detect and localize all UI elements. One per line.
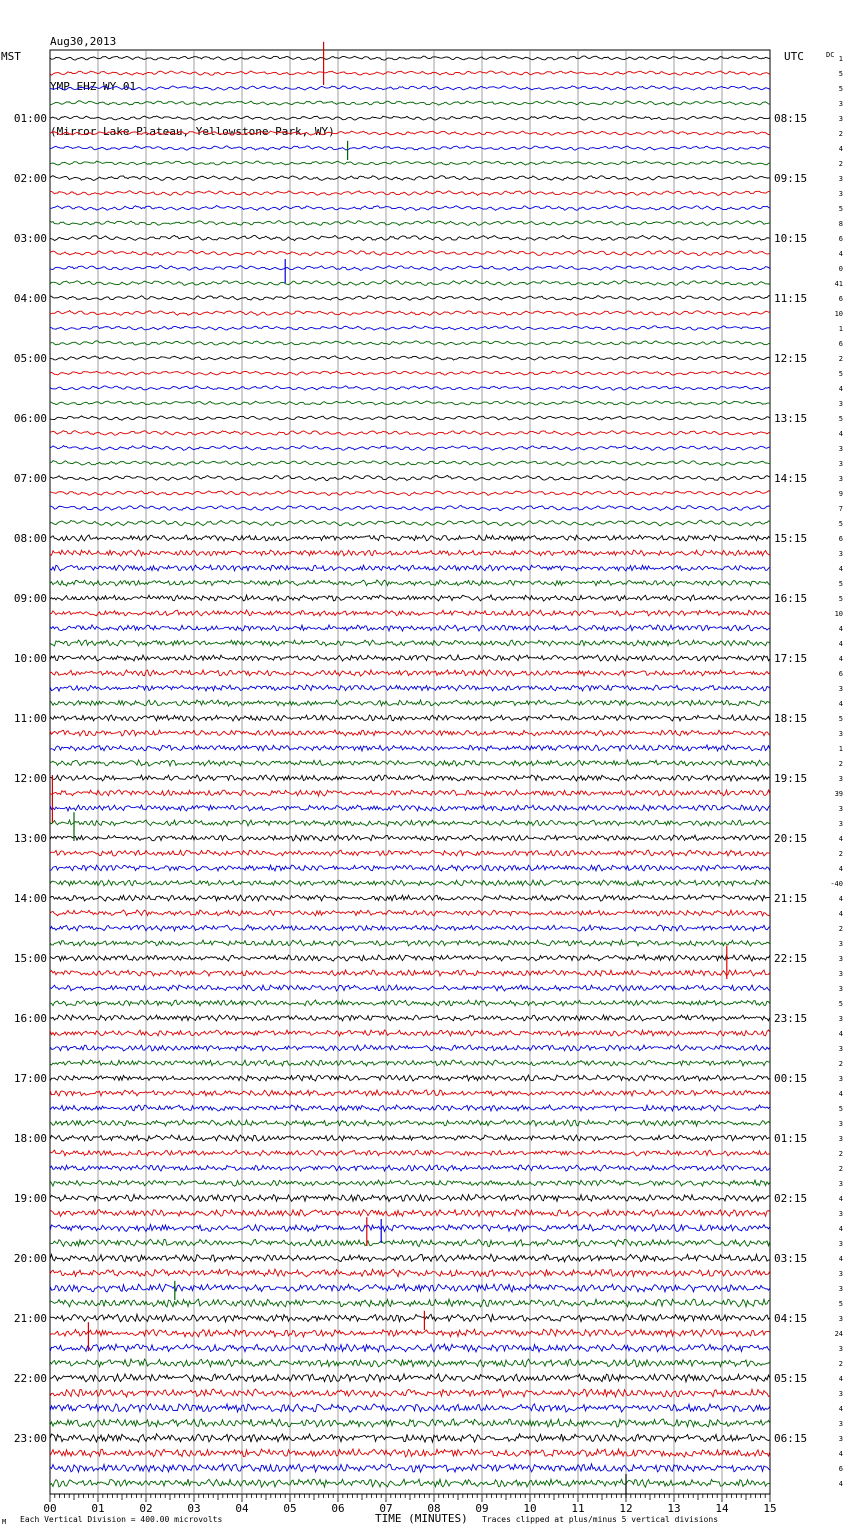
seismic-trace bbox=[50, 820, 770, 826]
dc-offset-label: 3 bbox=[838, 175, 843, 183]
left-hour-label: 10:00 bbox=[13, 652, 47, 665]
seismic-trace bbox=[50, 101, 770, 105]
corner-mark: M bbox=[2, 1518, 7, 1526]
left-hour-label: 01:00 bbox=[13, 112, 47, 125]
seismic-trace bbox=[50, 1449, 770, 1457]
seismic-trace bbox=[50, 595, 770, 601]
left-hour-label: 19:00 bbox=[13, 1192, 47, 1205]
dc-offset-label: 3 bbox=[838, 805, 843, 813]
x-tick-label: 14 bbox=[715, 1502, 729, 1515]
right-hour-label: 02:15 bbox=[774, 1192, 808, 1205]
seismic-trace bbox=[50, 865, 770, 871]
dc-offset-label: 0 bbox=[838, 265, 843, 273]
right-hour-label: 05:15 bbox=[774, 1372, 808, 1385]
dc-offset-label: 3 bbox=[838, 475, 843, 483]
dc-offset-label: 4 bbox=[838, 895, 843, 903]
dc-offset-label: 5 bbox=[838, 595, 843, 603]
dc-offset-label: 3 bbox=[838, 100, 843, 108]
seismic-trace bbox=[50, 610, 770, 616]
seismic-trace bbox=[50, 715, 770, 721]
left-hour-label: 21:00 bbox=[13, 1312, 47, 1325]
seismic-trace bbox=[50, 1389, 770, 1397]
seismic-trace bbox=[50, 1224, 770, 1231]
dc-offset-label: 24 bbox=[834, 1330, 843, 1338]
seismic-trace bbox=[50, 146, 770, 150]
x-tick-label: 01 bbox=[91, 1502, 105, 1515]
seismic-trace bbox=[50, 895, 770, 901]
seismic-trace bbox=[50, 416, 770, 420]
dc-offset-label: 3 bbox=[838, 985, 843, 993]
dc-offset-label: 5 bbox=[838, 415, 843, 423]
dc-offset-label: 10 bbox=[834, 610, 843, 618]
dc-offset-label: 39 bbox=[834, 790, 843, 798]
left-hour-label: 17:00 bbox=[13, 1072, 47, 1085]
seismic-trace bbox=[50, 1374, 770, 1382]
dc-offset-label: 4 bbox=[838, 640, 843, 648]
x-tick-label: 03 bbox=[187, 1502, 201, 1515]
dc-offset-label: 2 bbox=[838, 1360, 843, 1368]
x-tick-label: 13 bbox=[667, 1502, 681, 1515]
seismic-trace bbox=[50, 700, 770, 706]
seismic-trace bbox=[50, 446, 770, 451]
dc-offset-label: 2 bbox=[838, 1150, 843, 1158]
seismic-trace bbox=[50, 1314, 770, 1322]
seismic-trace bbox=[50, 296, 770, 301]
seismic-trace bbox=[50, 235, 770, 240]
seismic-trace bbox=[50, 760, 770, 766]
seismic-trace bbox=[50, 580, 770, 586]
seismic-trace bbox=[50, 1030, 770, 1036]
seismic-trace bbox=[50, 491, 770, 496]
dc-offset-label: 2 bbox=[838, 760, 843, 768]
dc-offset-label: 3 bbox=[838, 1045, 843, 1053]
dc-offset-label: 4 bbox=[838, 430, 843, 438]
dc-offset-label: 5 bbox=[838, 580, 843, 588]
seismic-trace bbox=[50, 475, 770, 480]
left-hour-label: 14:00 bbox=[13, 892, 47, 905]
dc-offset-label: 4 bbox=[838, 1450, 843, 1458]
seismic-trace bbox=[50, 1329, 770, 1337]
seismic-trace bbox=[50, 1210, 770, 1217]
dc-offset-label: 5 bbox=[838, 85, 843, 93]
dc-offset-label: 1 bbox=[838, 325, 843, 333]
right-hour-label: 01:15 bbox=[774, 1132, 808, 1145]
right-hour-label: 18:15 bbox=[774, 712, 808, 725]
seismic-trace bbox=[50, 520, 770, 526]
seismic-trace bbox=[50, 1479, 770, 1487]
seismic-trace bbox=[50, 1165, 770, 1171]
seismic-trace bbox=[50, 1419, 770, 1427]
dc-offset-label: 6 bbox=[838, 670, 843, 678]
seismic-trace bbox=[50, 401, 770, 405]
dc-offset-label: 6 bbox=[838, 235, 843, 243]
seismic-trace bbox=[50, 1269, 770, 1277]
dc-offset-label: 5 bbox=[838, 70, 843, 78]
seismic-trace bbox=[50, 670, 770, 676]
seismic-trace bbox=[50, 1135, 770, 1141]
dc-offset-label: 3 bbox=[838, 1240, 843, 1248]
seismic-trace bbox=[50, 805, 770, 811]
dc-offset-label: 3 bbox=[838, 685, 843, 693]
dc-offset-label: 2 bbox=[838, 130, 843, 138]
dc-offset-label: 7 bbox=[838, 505, 843, 513]
dc-offset-label: 3 bbox=[838, 460, 843, 468]
dc-offset-label: 4 bbox=[838, 1405, 843, 1413]
left-hour-label: 02:00 bbox=[13, 172, 47, 185]
dc-offset-label: 41 bbox=[834, 280, 843, 288]
seismic-trace bbox=[50, 461, 770, 466]
dc-offset-label: 3 bbox=[838, 1420, 843, 1428]
right-hour-label: 03:15 bbox=[774, 1252, 808, 1265]
seismic-trace bbox=[50, 1299, 770, 1307]
dc-offset-label: 3 bbox=[838, 190, 843, 198]
seismic-trace bbox=[50, 985, 770, 991]
seismic-trace bbox=[50, 1195, 770, 1202]
seismic-trace bbox=[50, 326, 770, 330]
station-location: (Mirror Lake Plateau, Yellowstone Park, WY) bbox=[50, 125, 335, 138]
x-tick-label: 11 bbox=[571, 1502, 585, 1515]
dc-offset-label: 3 bbox=[838, 940, 843, 948]
dc-offset-label: 4 bbox=[838, 145, 843, 153]
dc-offset-label: 6 bbox=[838, 1465, 843, 1473]
dc-offset-label: 4 bbox=[838, 700, 843, 708]
left-hour-label: 20:00 bbox=[13, 1252, 47, 1265]
x-tick-label: 04 bbox=[235, 1502, 249, 1515]
right-hour-label: 06:15 bbox=[774, 1432, 808, 1445]
dc-offset-label: 2 bbox=[838, 925, 843, 933]
seismic-trace bbox=[50, 685, 770, 691]
dc-offset-label: 4 bbox=[838, 1195, 843, 1203]
left-hour-label: 08:00 bbox=[13, 532, 47, 545]
seismic-trace bbox=[50, 730, 770, 736]
right-hour-label: 21:15 bbox=[774, 892, 808, 905]
left-hour-label: 12:00 bbox=[13, 772, 47, 785]
dc-offset-label: 3 bbox=[838, 1015, 843, 1023]
seismic-trace bbox=[50, 431, 770, 436]
dc-offset-label: 3 bbox=[838, 1210, 843, 1218]
dc-offset-label: 4 bbox=[838, 835, 843, 843]
dc-offset-label: 10 bbox=[834, 310, 843, 318]
seismic-trace bbox=[50, 1239, 770, 1246]
right-hour-label: 20:15 bbox=[774, 832, 808, 845]
right-hour-label: 00:15 bbox=[774, 1072, 808, 1085]
left-hour-label: 16:00 bbox=[13, 1012, 47, 1025]
right-hour-label: 12:15 bbox=[774, 352, 808, 365]
seismic-trace bbox=[50, 745, 770, 751]
seismic-trace bbox=[50, 1254, 770, 1262]
right-hour-label: 08:15 bbox=[774, 112, 808, 125]
chart-date: Aug30,2013 bbox=[50, 35, 117, 48]
seismic-trace bbox=[50, 565, 770, 571]
dc-offset-label: 2 bbox=[838, 1165, 843, 1173]
seismic-trace bbox=[50, 176, 770, 181]
vertical-scale-note: Each Vertical Division = 400.00 microvolts bbox=[20, 1515, 223, 1524]
seismic-trace bbox=[50, 1105, 770, 1111]
dc-offset-label: 6 bbox=[838, 295, 843, 303]
left-hour-label: 06:00 bbox=[13, 412, 47, 425]
dc-offset-label: 4 bbox=[838, 1375, 843, 1383]
x-tick-label: 09 bbox=[475, 1502, 489, 1515]
right-hour-label: 13:15 bbox=[774, 412, 808, 425]
dc-offset-label: 3 bbox=[838, 1315, 843, 1323]
dc-offset-label: 4 bbox=[838, 250, 843, 258]
dc-offset-label: 2 bbox=[838, 160, 843, 168]
dc-offset-label: 3 bbox=[838, 775, 843, 783]
seismic-trace bbox=[50, 266, 770, 271]
seismic-trace bbox=[50, 1434, 770, 1442]
seismic-trace bbox=[50, 161, 770, 165]
clipping-note: Traces clipped at plus/minus 5 vertical divisions bbox=[482, 1515, 719, 1524]
right-hour-label: 19:15 bbox=[774, 772, 808, 785]
seismic-trace bbox=[50, 1060, 770, 1066]
right-hour-label: 11:15 bbox=[774, 292, 808, 305]
left-hour-label: 11:00 bbox=[13, 712, 47, 725]
seismic-trace bbox=[50, 1075, 770, 1081]
seismic-trace bbox=[50, 505, 770, 510]
seismic-trace bbox=[50, 880, 770, 886]
dc-offset-label: 3 bbox=[838, 400, 843, 408]
left-hour-label: 15:00 bbox=[13, 952, 47, 965]
seismic-trace bbox=[50, 1344, 770, 1352]
seismic-trace bbox=[50, 311, 770, 316]
dc-offset-label: 4 bbox=[838, 910, 843, 918]
dc-offset-label: 2 bbox=[838, 355, 843, 363]
dc-offset-label: 3 bbox=[838, 445, 843, 453]
seismic-trace bbox=[50, 341, 770, 345]
left-hour-label: 18:00 bbox=[13, 1132, 47, 1145]
right-hour-label: 14:15 bbox=[774, 472, 808, 485]
dc-offset-label: 4 bbox=[838, 1030, 843, 1038]
left-hour-label: 09:00 bbox=[13, 592, 47, 605]
seismic-trace bbox=[50, 56, 770, 60]
dc-offset-label: 4 bbox=[838, 865, 843, 873]
dc-offset-label: 5 bbox=[838, 715, 843, 723]
seismic-trace bbox=[50, 116, 770, 120]
left-hour-label: 04:00 bbox=[13, 292, 47, 305]
dc-offset-label: 8 bbox=[838, 220, 843, 228]
seismic-trace bbox=[50, 1090, 770, 1096]
seismic-trace bbox=[50, 356, 770, 360]
dc-offset-label: 4 bbox=[838, 1090, 843, 1098]
dc-offset-label: 5 bbox=[838, 1300, 843, 1308]
dc-offset-label: 6 bbox=[838, 535, 843, 543]
seismic-trace bbox=[50, 910, 770, 916]
seismic-trace bbox=[50, 940, 770, 946]
dc-offset-label: 3 bbox=[838, 1075, 843, 1083]
seismic-trace bbox=[50, 386, 770, 390]
right-hour-label: 17:15 bbox=[774, 652, 808, 665]
dc-offset-label: 3 bbox=[838, 115, 843, 123]
right-hour-label: 16:15 bbox=[774, 592, 808, 605]
dc-offset-label: -40 bbox=[830, 880, 843, 888]
seismic-trace bbox=[50, 1359, 770, 1367]
seismic-trace bbox=[50, 790, 770, 796]
right-hour-label: 23:15 bbox=[774, 1012, 808, 1025]
dc-offset-label: 3 bbox=[838, 955, 843, 963]
seismic-trace bbox=[50, 655, 770, 661]
dc-offset-label: 5 bbox=[838, 520, 843, 528]
seismic-trace bbox=[50, 221, 770, 226]
dc-offset-label: 3 bbox=[838, 1345, 843, 1353]
x-tick-label: 02 bbox=[139, 1502, 153, 1515]
dc-offset-label: 4 bbox=[838, 1255, 843, 1263]
dc-offset-label: 9 bbox=[838, 490, 843, 498]
dc-offset-label: 3 bbox=[838, 1180, 843, 1188]
x-axis-title: TIME (MINUTES) bbox=[375, 1512, 468, 1525]
x-tick-label: 08 bbox=[427, 1502, 441, 1515]
seismic-trace bbox=[50, 1150, 770, 1156]
left-hour-label: 05:00 bbox=[13, 352, 47, 365]
dc-offset-label: 3 bbox=[838, 1135, 843, 1143]
seismic-trace bbox=[50, 71, 770, 75]
dc-header: DC bbox=[826, 51, 835, 59]
dc-offset-label: 4 bbox=[838, 625, 843, 633]
seismic-trace bbox=[50, 86, 770, 90]
seismic-trace bbox=[50, 1180, 770, 1186]
x-tick-label: 12 bbox=[619, 1502, 633, 1515]
dc-offset-label: 4 bbox=[838, 1480, 843, 1488]
seismic-trace bbox=[50, 535, 770, 541]
dc-offset-label: 3 bbox=[838, 1270, 843, 1278]
dc-offset-label: 3 bbox=[838, 1285, 843, 1293]
dc-offset-label: 5 bbox=[838, 205, 843, 213]
left-hour-label: 03:00 bbox=[13, 232, 47, 245]
seismic-trace bbox=[50, 1000, 770, 1006]
dc-offset-label: 3 bbox=[838, 550, 843, 558]
dc-offset-label: 4 bbox=[838, 655, 843, 663]
seismic-trace bbox=[50, 625, 770, 631]
x-tick-label: 15 bbox=[763, 1502, 777, 1515]
seismic-trace bbox=[50, 835, 770, 841]
seismic-trace bbox=[50, 550, 770, 556]
local-timezone-label: MST bbox=[1, 50, 21, 63]
seismic-trace bbox=[50, 191, 770, 196]
seismic-trace bbox=[50, 955, 770, 961]
seismic-trace bbox=[50, 371, 770, 375]
x-tick-label: 00 bbox=[43, 1502, 57, 1515]
dc-offset-label: 3 bbox=[838, 1435, 843, 1443]
seismic-trace bbox=[50, 206, 770, 211]
dc-offset-label: 3 bbox=[838, 730, 843, 738]
left-hour-label: 23:00 bbox=[13, 1432, 47, 1445]
dc-offset-label: 2 bbox=[838, 850, 843, 858]
dc-offset-label: 1 bbox=[838, 745, 843, 753]
dc-offset-label: 3 bbox=[838, 1120, 843, 1128]
dc-offset-label: 5 bbox=[838, 1000, 843, 1008]
right-hour-label: 15:15 bbox=[774, 532, 808, 545]
dc-offset-label: 3 bbox=[838, 820, 843, 828]
left-hour-label: 13:00 bbox=[13, 832, 47, 845]
dc-offset-label: 3 bbox=[838, 1390, 843, 1398]
right-hour-label: 04:15 bbox=[774, 1312, 808, 1325]
seismic-trace bbox=[50, 1120, 770, 1126]
seismic-trace bbox=[50, 1404, 770, 1412]
x-tick-label: 06 bbox=[331, 1502, 345, 1515]
x-tick-label: 05 bbox=[283, 1502, 297, 1515]
dc-offset-label: 4 bbox=[838, 565, 843, 573]
dc-offset-label: 2 bbox=[838, 1060, 843, 1068]
seismic-trace bbox=[50, 925, 770, 931]
utc-timezone-label: UTC bbox=[784, 50, 804, 63]
x-tick-label: 10 bbox=[523, 1502, 537, 1515]
x-tick-label: 07 bbox=[379, 1502, 393, 1515]
seismic-trace bbox=[50, 1045, 770, 1051]
dc-offset-label: 4 bbox=[838, 385, 843, 393]
seismic-trace bbox=[50, 1464, 770, 1472]
dc-offset-label: 5 bbox=[838, 370, 843, 378]
left-hour-label: 07:00 bbox=[13, 472, 47, 485]
seismic-trace bbox=[50, 640, 770, 646]
seismic-trace bbox=[50, 250, 770, 255]
seismic-trace bbox=[50, 1015, 770, 1021]
seismic-trace bbox=[50, 850, 770, 856]
right-hour-label: 10:15 bbox=[774, 232, 808, 245]
dc-offset-label: 3 bbox=[838, 970, 843, 978]
seismic-trace bbox=[50, 970, 770, 976]
right-hour-label: 22:15 bbox=[774, 952, 808, 965]
left-hour-label: 22:00 bbox=[13, 1372, 47, 1385]
dc-offset-label: 6 bbox=[838, 340, 843, 348]
seismic-trace bbox=[50, 281, 770, 286]
seismic-trace bbox=[50, 775, 770, 781]
dc-offset-label: 4 bbox=[838, 1225, 843, 1233]
right-hour-label: 09:15 bbox=[774, 172, 808, 185]
station-code: YMP EHZ WY 01 bbox=[50, 80, 137, 93]
dc-offset-label: 1 bbox=[838, 55, 843, 63]
seismic-trace bbox=[50, 131, 770, 135]
seismic-trace bbox=[50, 1284, 770, 1292]
dc-offset-label: 5 bbox=[838, 1105, 843, 1113]
